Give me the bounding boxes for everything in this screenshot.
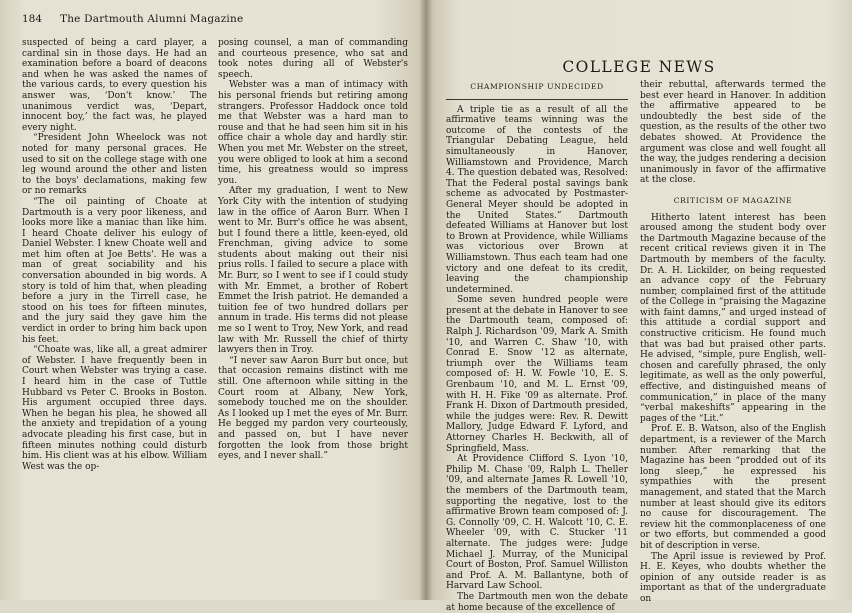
paragraph: At Providence Clifford S. Lyon '10, Philip M. Chase '09, Ralph L. Theller '09, and alternate James R. Lowell '10, the members of the Dartmouth team, supporting the negative, lost to the affirmative Brown team composed of: J. G. Connolly '09, C. H. Walcott '10, C. E. Wheeler '09, with C. Stucker '11 alternate. The judges were: Judge Michael J. Murray, of the Municipal Court of Boston, Prof. Samuel Williston and Prof. A. M. Ballantyne, both of Harvard Law School. <box>446 454 628 592</box>
paragraph: “Choate was, like all, a great admirer of Webster. I have frequently been in Court when Webster was trying a case. I heard him in the case of Tuttle Hubbard vs Peter C. Brooks in Boston. His argument occupied three days. When he began his plea, he showed all the anxiety and trepidation of a young advocate pleading his first case, but in fifteen minutes nothing could disturb him. His client was at his elbow. William West was the op- <box>22 345 207 472</box>
page-number: 184 <box>22 13 43 25</box>
paragraph: “The oil painting of Choate at Dartmouth is a very poor likeness, and looks more like a maniac than like him. I heard Choate deliver his eulogy of Daniel Webster. I knew Choate well and met him often at Joe Betts'. He was a man of great sociability and his conversation abounded in big words. A story is told of him that, when pleading before a jury in the Tirrell case, he stood on his toes for fifteen minutes, and the jury said they gave him the verdict in order to bring him back upon his feet. <box>22 196 207 345</box>
paragraph: “President John Wheelock was not noted for many personal graces. He used to sit on the college stage with one leg wound around the other and listen to the boys' declamations, making few or no remarks <box>22 133 207 197</box>
paragraph: their rebuttal, afterwards termed the best ever heard in Hanover. In addition the affirmative appeared to be undoubtedly the best side of the question, as the results of the other two debates showed. At Providence the argument was close and well fought all the way, the judges rendering a decision unanimously in favor of the affirmative at the close. <box>640 80 826 186</box>
heading-rule <box>446 99 628 100</box>
paragraph: Webster was a man of intimacy with his personal friends but retiring among strangers. Professor Haddock once told me that Webster was a hard man to rouse and that he had seen him sit in his office chair a whole day and hardly stir. When you met Mr. Webster on the street, you were obliged to look at him a second time, his greatness would so impress you. <box>218 80 408 186</box>
paragraph: Hitherto latent interest has been aroused among the student body over the Dartmouth Magazine because of the recent critical reviews given it in The Dartmouth by members of the faculty. Dr. A. H. Lickilder, on being requested an advance copy of the February number, complained first of the attitude of the College in “praising the Magazine with faint damns,” and urged instead of this attitude a cordial support and constructive criticism. He found much that was bad but praised other parts. He advised, “simple, pure English, well-chosen and carefully phrased, the only legitimate, as well as the only powerful, effective, and distinguished means of communication,” in place of the many “verbal makeshifts” appearing in the pages of the “Lit.” <box>640 212 826 424</box>
right-column-1 <box>446 80 628 613</box>
running-head <box>22 13 406 27</box>
paragraph: posing counsel, a man of commanding and courteous presence, who sat and took notes during all of Webster's speech. <box>218 38 408 80</box>
paragraph: Prof. E. B. Watson, also of the English department, is a reviewer of the March number. After remarking that the Magazine has been “prodded out of its long sleep,” he expressed his sympathies with the present management, and stated that the March number at least should give its editors no cause for discouragement. The review hit the commonplaceness of one or two efforts, but commended a good bit of description in verse. <box>640 424 826 551</box>
magazine-title: The Dartmouth Alumni Magazine <box>60 13 244 25</box>
section-heading: CHAMPIONSHIP UNDECIDED <box>470 82 604 91</box>
paragraph: The Dartmouth men won the debate at home because of the excellence of <box>446 591 628 613</box>
left-column-2 <box>218 38 408 598</box>
paragraph: “I never saw Aaron Burr but once, but that occasion remains distinct with me still. One afternoon while sitting in the Court room at Albany, New York, somebody touched me on the shoulder. As I looked up I met the eyes of Mr. Burr. He begged my pardon very courteously, and passed on, but I have never forgotten the look from those bright eyes, and I never shall.” <box>218 355 408 462</box>
left-column-1 <box>22 38 207 598</box>
section-banner: COLLEGE NEWS <box>562 58 716 76</box>
paragraph: Some seven hundred people were present at the debate in Hanover to see the Dartmouth team, composed of: Ralph J. Richardson '09, Mark A. Smith '10, and Warren C. Shaw '10, with Conrad E. Snow '12 as alternate, triumph over the Williams team composed of: H. W. Fowle '10, E. S. Grenbaum '10, and M. L. Ernst '09, with H. H. Fike '09 as alternate. Prof. Frank H. Dixon of Dartmouth presided, while the judges were: Rev. R. Dewitt Mallory, Judge Edward F. Lyford, and Attorney Charles H. Beckwith, all of Springfield, Mass. <box>446 295 628 454</box>
section-heading: CRITICISM OF MAGAZINE <box>673 195 793 205</box>
paragraph: After my graduation, I went to New York City with the intention of studying law in the office of Aaron Burr. When I went to Mr. Burr's office he was absent, but I found there a little, keen-eyed, old Frenchman, giving advice to some students about making out their nisi prius rolls. I failed to secure a place with Mr. Burr, so I went to see if I could study with Mr. Emmet, a brother of Robert Emmet the Irish patriot. He demanded a tuition fee of two hundred dollars per annum in trade. His terms did not please me so I went to Troy, New York, and read law with Mr. Russell the chief of thirty lawyers then in Troy. <box>218 186 408 356</box>
paragraph: The April issue is reviewed by Prof. H. E. Keyes, who doubts whether the opinion of any outside reader is as important as that of the undergraduate on <box>640 551 826 604</box>
paragraph: suspected of being a card player, a cardinal sin in those days. He had an examination before a board of deacons and when he was asked the names of the various cards, to every question his answer was, ‘Don't know.’ The unanimous verdict was, ‘Depart, innocent boy,’ the fact was, he played every night. <box>22 38 207 133</box>
paragraph: A triple tie as a result of all the affirmative teams winning was the outcome of the contests of the Triangular Debating League, held simultaneously in Hanover, Williamstown and Providence, March 4. The question debated was, Resolved: That the Federal postal savings bank scheme as advocated by Postmaster-General Meyer should be adopted in the United States.” Dartmouth defeated Williams at Hanover but lost to Brown at Providence, while Williams was victorious over Brown at Williamstown. Thus each team had one victory and one defeat to its credit, leaving the championship undetermined. <box>446 104 628 295</box>
right-column-2 <box>640 80 826 604</box>
book-gutter <box>419 0 433 600</box>
left-page <box>0 0 426 600</box>
